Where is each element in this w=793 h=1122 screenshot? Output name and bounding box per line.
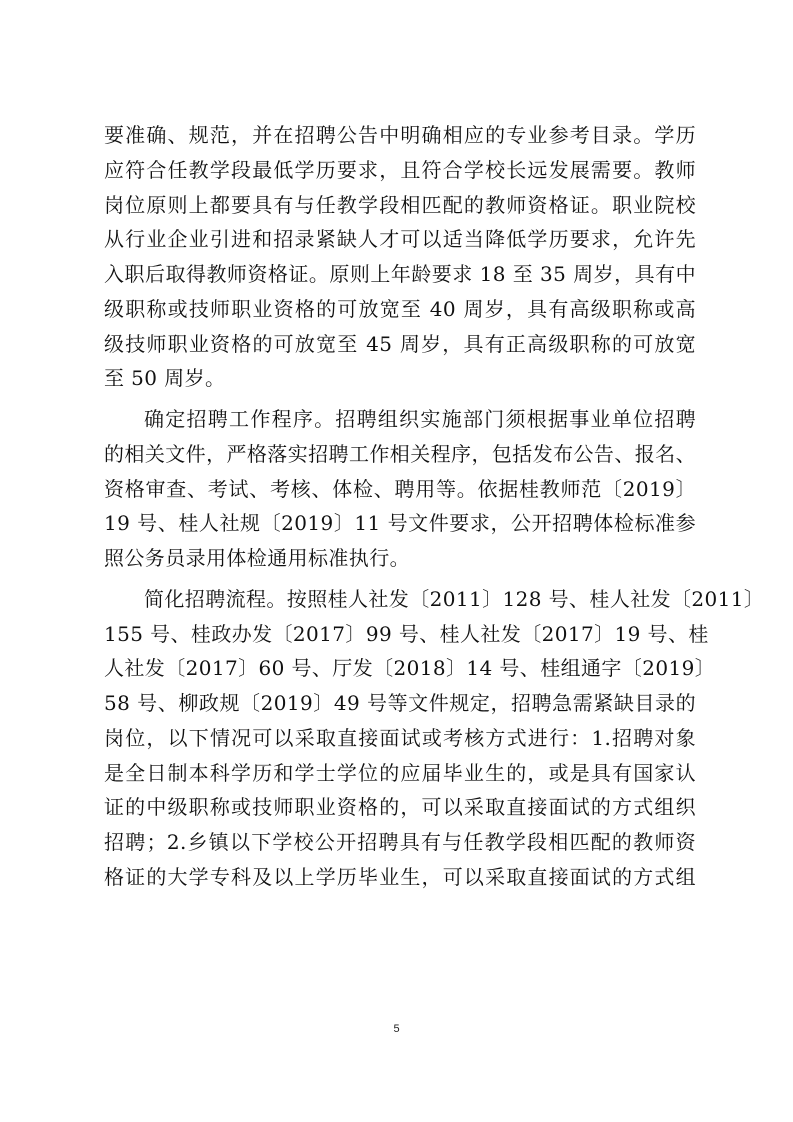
text-line: 级职称或技师职业资格的可放宽至 40 周岁，具有高级职称或高 <box>104 296 696 321</box>
text-line: 人社发〔2017〕60 号、厅发〔2018〕14 号、桂组通字〔2019〕 <box>104 656 716 681</box>
text-line: 证的中级职称或技师职业资格的，可以采取直接面试的方式组织 <box>104 795 696 820</box>
text-line: 简化招聘流程。按照桂人社发〔2011〕128 号、桂人社发〔2011〕 <box>144 586 765 611</box>
text-line: 58 号、柳政规〔2019〕49 号等文件规定，招聘急需紧缺目录的 <box>104 691 696 715</box>
text-line: 要准确、规范，并在招聘公告中明确相应的专业参考目录。学历 <box>104 123 696 147</box>
text-line: 级技师职业资格的可放宽至 45 周岁，具有正高级职称的可放宽 <box>104 331 696 356</box>
page-number: 5 <box>393 1023 400 1035</box>
text-line: 是全日制本科学历和学士学位的应届毕业生的，或是具有国家认 <box>104 760 696 785</box>
text-line: 确定招聘工作程序。招聘组织实施部门须根据事业单位招聘 <box>144 407 696 431</box>
paragraph-qualifications <box>104 118 696 396</box>
paragraph-simplified-process <box>104 582 765 895</box>
text-line: 19 号、桂人社规〔2019〕11 号文件要求，公开招聘体检标准参 <box>104 511 696 536</box>
text-line: 至 50 周岁。 <box>104 366 226 391</box>
text-line: 岗位原则上都要具有与任教学段相匹配的教师资格证。职业院校 <box>104 192 696 217</box>
text-line: 应符合任教学段最低学历要求，且符合学校长远发展需要。教师 <box>104 157 696 182</box>
text-line: 入职后取得教师资格证。原则上年龄要求 18 至 35 周岁，具有中 <box>104 262 696 286</box>
text-line: 资格审查、考试、考核、体检、聘用等。依据桂教师范〔2019〕 <box>104 476 696 501</box>
text-line: 招聘；2.乡镇以下学校公开招聘具有与任教学段相匹配的教师资 <box>104 830 696 854</box>
text-line: 的相关文件，严格落实招聘工作相关程序，包括发布公告、报名、 <box>104 441 696 466</box>
document-body <box>104 118 765 895</box>
text-line: 从行业企业引进和招录紧缺人才可以适当降低学历要求，允许先 <box>104 227 696 252</box>
paragraph-recruitment-procedure <box>104 402 696 576</box>
text-line: 岗位，以下情况可以采取直接面试或考核方式进行：1.招聘对象 <box>104 725 696 750</box>
text-line: 照公务员录用体检通用标准执行。 <box>104 546 410 570</box>
text-line: 格证的大学专科及以上学历毕业生，可以采取直接面试的方式组 <box>104 864 696 889</box>
text-line: 155 号、桂政办发〔2017〕99 号、桂人社发〔2017〕19 号、桂 <box>104 621 709 646</box>
